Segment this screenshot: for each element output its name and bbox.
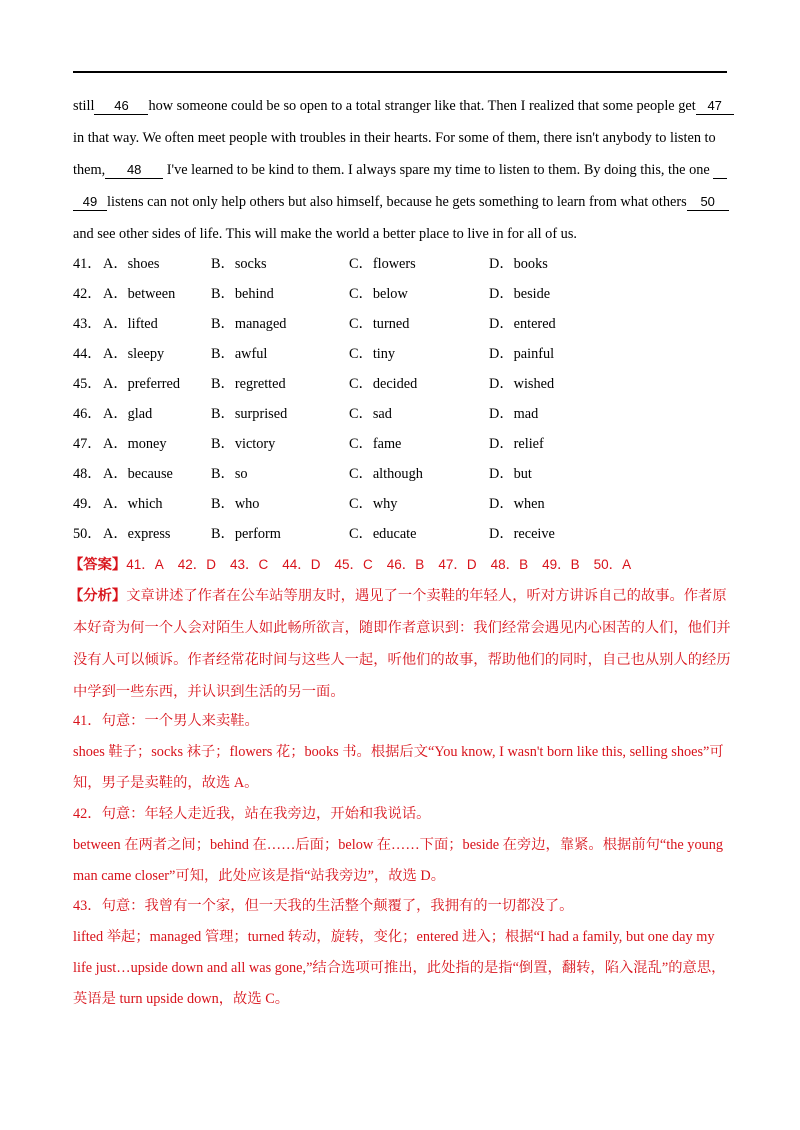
option-row-47 xyxy=(73,434,733,454)
option-c: C．although xyxy=(349,466,423,482)
option-c: C．tiny xyxy=(349,346,396,362)
answer-item: 44．D xyxy=(282,557,321,572)
option-b: B．victory xyxy=(211,436,276,452)
analysis-line xyxy=(69,586,739,606)
passage-text: them, xyxy=(73,162,106,178)
option-d: D．relief xyxy=(489,436,544,452)
option-row-43 xyxy=(73,314,733,334)
header-rule xyxy=(73,71,727,73)
option-d: D．receive xyxy=(489,526,555,542)
analysis-text: 没有人可以倾诉。作者经常花时间与这些人一起，听他们的故事，帮助他们的同时，自己也从别人的经历 xyxy=(73,652,731,668)
option-row-41 xyxy=(73,254,733,274)
passage-line xyxy=(73,96,733,116)
analysis-label: 【分析】 xyxy=(69,588,127,604)
question-number: 41． xyxy=(73,256,102,272)
answer-item: 42．D xyxy=(177,557,216,572)
option-c: C．why xyxy=(349,496,398,512)
answer-item: 43．C xyxy=(229,557,269,572)
analysis-text: 本好奇为何一个人会对陌生人如此畅所欲言，随即作者意识到：我们经常会遇见内心困苦的人们，他们并 xyxy=(73,620,731,636)
option-b: B．perform xyxy=(211,526,281,542)
note-line-43: lifted 举起；managed 管理；turned 转动，旋转，变化；entered 进入；根据“I had a family, but one day my xyxy=(73,929,715,945)
option-d: D．painful xyxy=(489,346,555,362)
answer-item: 47．D xyxy=(438,557,477,572)
option-b: B．so xyxy=(211,466,248,482)
note-line-42: man came closer”可知，此处应该是指“站我旁边”，故选 D。 xyxy=(73,868,446,884)
option-c: C．sad xyxy=(349,406,392,422)
option-a: A．sleepy xyxy=(103,346,165,362)
passage-line xyxy=(73,224,733,244)
question-number: 49． xyxy=(73,496,102,512)
note-line-42: between 在两者之间；behind 在……后面；below 在……下面；beside 在旁边，靠紧。根据前句“the young xyxy=(73,837,724,853)
question-number: 46． xyxy=(73,406,102,422)
note-title-42: 42．句意：年轻人走近我，站在我旁边，开始和我说话。 xyxy=(73,806,431,822)
option-a: A．lifted xyxy=(103,316,158,332)
option-c: C．fame xyxy=(349,436,402,452)
answer-item: 41．A xyxy=(126,557,164,572)
option-a: A．preferred xyxy=(103,376,180,392)
answer-item: 48．B xyxy=(490,557,529,572)
option-c: C．educate xyxy=(349,526,417,542)
option-c: C．flowers xyxy=(349,256,416,272)
answer-item: 50．A xyxy=(593,557,632,572)
answer-item: 45．C xyxy=(334,557,373,572)
option-b: B．behind xyxy=(211,286,274,302)
blank-49: 49 xyxy=(73,193,107,211)
answer-key xyxy=(69,555,739,575)
question-number: 42． xyxy=(73,286,102,302)
analysis-text: 文章讲述了作者在公车站等朋友时，遇见了一个卖鞋的年轻人，听对方讲诉自己的故事。作者原 xyxy=(126,588,727,604)
option-a: A．money xyxy=(103,436,167,452)
note-title-41: 41．句意：一个男人来卖鞋。 xyxy=(73,713,259,729)
analysis-text: 中学到一些东西，并认识到生活的另一面。 xyxy=(73,684,345,700)
option-row-44 xyxy=(73,344,733,364)
option-a: A．glad xyxy=(103,406,153,422)
passage-text: how someone could be so open to a total stranger like that. Then I realized that some people get xyxy=(148,98,696,114)
option-b: B．surprised xyxy=(211,406,288,422)
answer-item: 49．B xyxy=(542,557,580,572)
analysis-line xyxy=(73,618,743,638)
option-b: B．who xyxy=(211,496,260,512)
option-d: D．entered xyxy=(489,316,556,332)
option-d: D．when xyxy=(489,496,545,512)
option-c: C．below xyxy=(349,286,408,302)
question-number: 47． xyxy=(73,436,102,452)
blank-50: 50 xyxy=(687,193,729,211)
blank-49-start xyxy=(713,161,727,179)
passage-text: still xyxy=(73,98,95,114)
option-d: D．beside xyxy=(489,286,551,302)
blank-46: 46 xyxy=(94,97,148,115)
passage-line xyxy=(73,160,733,180)
option-a: A．express xyxy=(103,526,171,542)
option-b: B．regretted xyxy=(211,376,286,392)
option-row-50 xyxy=(73,524,733,544)
option-row-42 xyxy=(73,284,733,304)
question-number: 43． xyxy=(73,316,102,332)
note-line-43: life just…upside down and all was gone,”结合选项可推出，此处指的是指“倒置，翻转，陷入混乱”的意思， xyxy=(73,960,726,976)
option-c: C．turned xyxy=(349,316,410,332)
question-number: 44． xyxy=(73,346,102,362)
blank-48: 48 xyxy=(105,161,163,179)
option-row-48 xyxy=(73,464,733,484)
question-number: 45． xyxy=(73,376,102,392)
passage-text: I've learned to be kind to them. I always spare my time to listen to them. By doing this, the one xyxy=(163,162,714,178)
option-b: B．awful xyxy=(211,346,268,362)
note-line-41: shoes 鞋子；socks 袜子；flowers 花；books 书。根据后文“You know, I wasn't born like this, selling shoes”可 xyxy=(73,744,724,760)
option-d: D．wished xyxy=(489,376,555,392)
option-row-49 xyxy=(73,494,733,514)
option-a: A．shoes xyxy=(103,256,160,272)
option-b: B．managed xyxy=(211,316,287,332)
note-line-41: 知，男子是卖鞋的，故选 A。 xyxy=(73,775,259,791)
option-a: A．because xyxy=(103,466,173,482)
option-row-45 xyxy=(73,374,733,394)
passage-line xyxy=(73,192,733,212)
option-d: D．mad xyxy=(489,406,539,422)
blank-47: 47 xyxy=(696,97,734,115)
passage-text: in that way. We often meet people with troubles in their hearts. For some of them, there isn't anybody to listen to xyxy=(73,130,716,146)
passage-text: and see other sides of life. This will make the world a better place to live in for all of us. xyxy=(73,226,577,242)
option-b: B．socks xyxy=(211,256,267,272)
passage-line xyxy=(73,128,733,148)
option-c: C．decided xyxy=(349,376,418,392)
answer-label: 【答案】 xyxy=(69,557,127,573)
question-number: 48． xyxy=(73,466,102,482)
passage-text: listens can not only help others but also himself, because he gets something to learn from what others xyxy=(107,194,687,210)
analysis-line xyxy=(73,682,743,702)
analysis-line xyxy=(73,650,743,670)
note-line-43: 英语是 turn upside down，故选 C。 xyxy=(73,991,290,1007)
question-number: 50． xyxy=(73,526,102,542)
option-d: D．but xyxy=(489,466,532,482)
option-a: A．which xyxy=(103,496,163,512)
option-d: D．books xyxy=(489,256,548,272)
answer-item: 46．B xyxy=(386,557,425,572)
option-row-46 xyxy=(73,404,733,424)
option-a: A．between xyxy=(103,286,176,302)
note-title-43: 43．句意：我曾有一个家，但一天我的生活整个颠覆了，我拥有的一切都没了。 xyxy=(73,898,574,914)
